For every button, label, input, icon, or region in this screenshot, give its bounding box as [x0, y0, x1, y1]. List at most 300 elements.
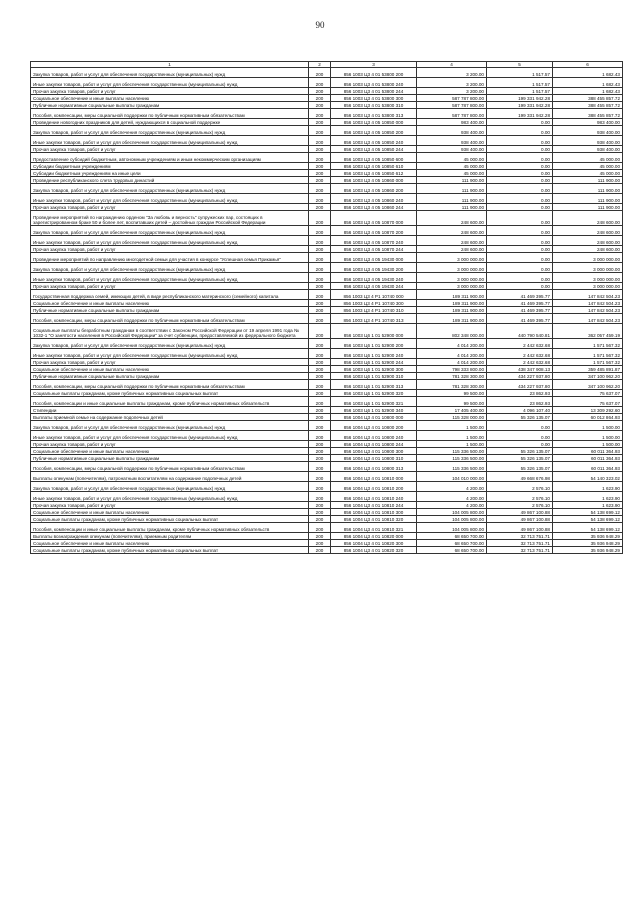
row-kbk-cell: 856 1004 Ц3 4 01 10800 313 — [331, 462, 417, 472]
row-code-cell: 200 — [309, 455, 331, 462]
row-executed-cell: 0.00 — [487, 170, 553, 177]
row-remainder-cell: 359 485 891.87 — [553, 366, 623, 373]
row-kbk-cell: 856 1003 Ц3 4 05 10850 200 — [331, 126, 417, 136]
row-plan-cell: 115 336 500.00 — [417, 448, 487, 455]
table-row — [31, 109, 623, 119]
row-remainder-cell: 388 455 857.72 — [553, 109, 623, 119]
row-name-cell: Публичные нормативные социальные выплаты гражданам — [31, 373, 309, 380]
row-remainder-cell: 248 600.00 — [553, 246, 623, 253]
row-remainder-cell: 60 011 364.93 — [553, 462, 623, 472]
row-executed-cell: 0.00 — [487, 226, 553, 236]
row-plan-cell: 983 400.00 — [417, 119, 487, 126]
row-remainder-cell: 248 600.00 — [553, 226, 623, 236]
row-kbk-cell: 856 1003 Ц3 4 05 19430 244 — [331, 283, 417, 290]
table-row — [31, 455, 623, 462]
row-name-cell: Социальное обеспечение и иные выплаты населению — [31, 540, 309, 547]
row-name-cell: Прочая закупка товаров, работ и услуг — [31, 359, 309, 366]
row-code-cell: 200 — [309, 226, 331, 236]
row-remainder-cell: 938 400.00 — [553, 136, 623, 146]
row-code-cell: 200 — [309, 482, 331, 492]
row-code-cell: 200 — [309, 146, 331, 153]
row-name-cell: Прочая закупка товаров, работ и услуг — [31, 441, 309, 448]
row-executed-cell: 2 576.10 — [487, 502, 553, 509]
row-name-cell: Социальное обеспечение и иные выплаты населению — [31, 509, 309, 516]
row-executed-cell: 41 469 395.77 — [487, 300, 553, 307]
row-plan-cell: 4 200.00 — [417, 482, 487, 492]
row-executed-cell: 32 713 751.71 — [487, 540, 553, 547]
row-plan-cell: 3 200.00 — [417, 78, 487, 88]
row-code-cell: 200 — [309, 236, 331, 246]
row-plan-cell: 3 200.00 — [417, 88, 487, 95]
row-code-cell: 200 — [309, 349, 331, 359]
row-code-cell: 200 — [309, 78, 331, 88]
row-plan-cell: 781 328 300.00 — [417, 380, 487, 390]
row-kbk-cell: 856 1003 Ц3 4 05 10850 244 — [331, 146, 417, 153]
table-row — [31, 314, 623, 324]
row-executed-cell: 0.00 — [487, 431, 553, 441]
row-executed-cell: 0.00 — [487, 119, 553, 126]
row-executed-cell: 438 347 908.13 — [487, 366, 553, 373]
row-name-cell: Публичные нормативные социальные выплаты гражданам — [31, 307, 309, 314]
row-kbk-cell: 856 1003 Ц3 4 01 53800 200 — [331, 68, 417, 78]
row-executed-cell: 0.00 — [487, 421, 553, 431]
row-plan-cell: 4 200.00 — [417, 502, 487, 509]
row-executed-cell: 0.00 — [487, 273, 553, 283]
row-code-cell: 200 — [309, 253, 331, 263]
row-executed-cell: 0.00 — [487, 184, 553, 194]
row-remainder-cell: 1 682.43 — [553, 78, 623, 88]
row-kbk-cell: 856 1004 Ц3 4 01 10800 000 — [331, 414, 417, 421]
table-row — [31, 236, 623, 246]
row-code-cell: 200 — [309, 163, 331, 170]
row-name-cell: Государственная поддержка семей, имеющих детей, в виде республиканского материнского (семейного) капитала — [31, 290, 309, 300]
row-kbk-cell: 856 1003 Ц6 1 01 52900 320 — [331, 390, 417, 397]
row-name-cell: Стипендии — [31, 407, 309, 414]
row-remainder-cell: 45 000.00 — [553, 163, 623, 170]
row-plan-cell: 104 005 800.00 — [417, 523, 487, 533]
row-kbk-cell: 856 1004 Ц3 4 01 10820 320 — [331, 547, 417, 554]
row-plan-cell: 1 500.00 — [417, 431, 487, 441]
row-kbk-cell: 856 1003 Ц6 1 01 52900 340 — [331, 407, 417, 414]
row-kbk-cell: 856 1003 Ц3 4 05 10870 244 — [331, 246, 417, 253]
row-code-cell: 200 — [309, 540, 331, 547]
row-remainder-cell: 1 623.90 — [553, 482, 623, 492]
row-plan-cell: 938 400.00 — [417, 136, 487, 146]
row-code-cell: 200 — [309, 390, 331, 397]
row-name-cell: Пособия, компенсации, меры социальной поддержки по публичным нормативным обязательствам — [31, 462, 309, 472]
table-row — [31, 509, 623, 516]
row-remainder-cell: 1 500.00 — [553, 441, 623, 448]
row-plan-cell: 45 000.00 — [417, 153, 487, 163]
row-name-cell: Субсидии бюджетным учреждениям на иные цели — [31, 170, 309, 177]
row-code-cell: 200 — [309, 194, 331, 204]
row-name-cell: Закупка товаров, работ и услуг для обеспечения государственных (муниципальных) нужд — [31, 126, 309, 136]
row-plan-cell: 587 787 800.00 — [417, 109, 487, 119]
row-plan-cell: 781 328 300.00 — [417, 373, 487, 380]
row-kbk-cell: 856 1004 Ц3 4 01 10820 300 — [331, 540, 417, 547]
row-executed-cell: 41 469 395.77 — [487, 290, 553, 300]
row-name-cell: Иные закупки товаров, работ и услуг для обеспечения государственных (муниципальных) нужд — [31, 136, 309, 146]
row-name-cell: Публичные нормативные социальные выплаты гражданам — [31, 455, 309, 462]
row-kbk-cell: 856 1004 Ц3 4 01 10800 200 — [331, 421, 417, 431]
row-code-cell: 200 — [309, 472, 331, 482]
row-name-cell: Прочая закупка товаров, работ и услуг — [31, 146, 309, 153]
table-row — [31, 441, 623, 448]
row-code-cell: 200 — [309, 380, 331, 390]
row-kbk-cell: 856 1003 Ц3 4 05 10850 600 — [331, 153, 417, 163]
row-executed-cell: 2 576.10 — [487, 482, 553, 492]
row-code-cell: 200 — [309, 211, 331, 226]
row-kbk-cell: 856 1004 Ц3 4 01 10810 320 — [331, 516, 417, 523]
row-name-cell: Публичные нормативные социальные выплаты гражданам — [31, 102, 309, 109]
row-executed-cell: 199 331 942.28 — [487, 109, 553, 119]
row-name-cell: Выплаты опекунам (попечителям), патронатным воспитателям на содержание подопечных детей — [31, 472, 309, 482]
row-code-cell: 200 — [309, 547, 331, 554]
table-row — [31, 290, 623, 300]
row-executed-cell: 0.00 — [487, 204, 553, 211]
row-plan-cell: 3 000 000.00 — [417, 253, 487, 263]
row-plan-cell: 798 333 800.00 — [417, 366, 487, 373]
table-row — [31, 211, 623, 226]
row-executed-cell: 41 469 395.77 — [487, 307, 553, 314]
row-name-cell: Социальное обеспечение и иные выплаты населению — [31, 95, 309, 102]
row-kbk-cell: 856 1003 Ц3 4 05 19430 240 — [331, 273, 417, 283]
row-name-cell: Пособия, компенсации, меры социальной поддержки по публичным нормативным обязательствам — [31, 109, 309, 119]
row-code-cell: 200 — [309, 68, 331, 78]
row-remainder-cell: 75 637.07 — [553, 390, 623, 397]
row-name-cell: Пособия, компенсации, меры социальной поддержки по публичным нормативным обязательствам — [31, 314, 309, 324]
table-row — [31, 95, 623, 102]
row-code-cell: 200 — [309, 492, 331, 502]
row-executed-cell: 1 517.57 — [487, 68, 553, 78]
table-row — [31, 163, 623, 170]
row-kbk-cell: 856 1003 Ц3 4 05 10860 200 — [331, 184, 417, 194]
row-name-cell: Прочая закупка товаров, работ и услуг — [31, 246, 309, 253]
row-plan-cell: 68 650 700.00 — [417, 540, 487, 547]
row-code-cell: 200 — [309, 441, 331, 448]
row-kbk-cell: 856 1004 Ц3 4 01 10800 310 — [331, 455, 417, 462]
row-code-cell: 200 — [309, 366, 331, 373]
row-remainder-cell: 1 571 567.32 — [553, 349, 623, 359]
row-remainder-cell: 347 100 962.20 — [553, 380, 623, 390]
row-name-cell: Иные закупки товаров, работ и услуг для обеспечения государственных (муниципальных) нужд — [31, 194, 309, 204]
row-name-cell: Закупка товаров, работ и услуг для обеспечения государственных (муниципальных) нужд — [31, 263, 309, 273]
row-executed-cell: 55 326 135.07 — [487, 462, 553, 472]
header-cell: 4 — [417, 62, 487, 68]
table-row — [31, 462, 623, 472]
row-kbk-cell: 856 1003 Ц3 4 01 53800 300 — [331, 95, 417, 102]
row-code-cell: 200 — [309, 339, 331, 349]
row-plan-cell: 104 005 800.00 — [417, 516, 487, 523]
row-plan-cell: 1 500.00 — [417, 441, 487, 448]
row-name-cell: Выплаты приемной семье на содержание подопечных детей — [31, 414, 309, 421]
row-executed-cell: 49 867 100.88 — [487, 523, 553, 533]
row-plan-cell: 4 014 200.00 — [417, 359, 487, 366]
table-row — [31, 349, 623, 359]
row-remainder-cell: 3 000 000.00 — [553, 283, 623, 290]
row-remainder-cell: 35 936 948.29 — [553, 547, 623, 554]
row-kbk-cell: 856 1003 Ц3 4 05 10850 610 — [331, 163, 417, 170]
row-plan-cell: 1 500.00 — [417, 421, 487, 431]
table-row — [31, 414, 623, 421]
row-plan-cell: 3 200.00 — [417, 68, 487, 78]
row-executed-cell: 2 576.10 — [487, 492, 553, 502]
row-name-cell: Социальные выплаты гражданам, кроме публичных нормативных социальных выплат — [31, 390, 309, 397]
row-code-cell: 200 — [309, 448, 331, 455]
row-plan-cell: 68 650 700.00 — [417, 533, 487, 540]
row-executed-cell: 440 790 540.81 — [487, 324, 553, 339]
row-code-cell: 200 — [309, 170, 331, 177]
table-row — [31, 194, 623, 204]
row-remainder-cell: 54 138 699.12 — [553, 509, 623, 516]
table-row — [31, 119, 623, 126]
row-code-cell: 200 — [309, 184, 331, 194]
row-code-cell: 200 — [309, 153, 331, 163]
row-plan-cell: 111 900.00 — [417, 184, 487, 194]
row-plan-cell: 3 000 000.00 — [417, 283, 487, 290]
table-row — [31, 88, 623, 95]
table-row — [31, 366, 623, 373]
row-kbk-cell: 856 1003 Ц6 1 01 52900 321 — [331, 397, 417, 407]
row-remainder-cell: 111 900.00 — [553, 177, 623, 184]
table-row — [31, 68, 623, 78]
row-remainder-cell: 1 571 567.32 — [553, 359, 623, 366]
table-row — [31, 448, 623, 455]
row-name-cell: Социальные выплаты гражданам, кроме публичных нормативных социальных выплат — [31, 547, 309, 554]
row-remainder-cell: 35 936 948.29 — [553, 540, 623, 547]
row-remainder-cell: 938 400.00 — [553, 146, 623, 153]
table-row — [31, 482, 623, 492]
row-name-cell: Предоставление субсидий бюджетным, автономным учреждениям и иным некоммерческим организациям — [31, 153, 309, 163]
row-plan-cell: 248 600.00 — [417, 211, 487, 226]
row-executed-cell: 1 517.57 — [487, 88, 553, 95]
row-executed-cell: 434 227 937.80 — [487, 373, 553, 380]
row-name-cell: Прочая закупка товаров, работ и услуг — [31, 88, 309, 95]
row-executed-cell: 1 517.57 — [487, 78, 553, 88]
row-plan-cell: 111 900.00 — [417, 194, 487, 204]
row-kbk-cell: 856 1003 Ц6 1 01 52900 240 — [331, 349, 417, 359]
row-executed-cell: 4 096 107.40 — [487, 407, 553, 414]
header-cell: 2 — [309, 62, 331, 68]
table-row — [31, 246, 623, 253]
row-code-cell: 200 — [309, 359, 331, 366]
table-row — [31, 421, 623, 431]
row-code-cell: 200 — [309, 314, 331, 324]
row-remainder-cell: 248 600.00 — [553, 236, 623, 246]
row-name-cell: Социальные выплаты безработным гражданам в соответствии с Законом Российской Федерации от 19 апреля 1991 года № 1032-1 "О занятости населения в Российской Федерации" за счет субвенции, предоставляемой из федерального бюджета — [31, 324, 309, 339]
row-remainder-cell: 60 011 364.93 — [553, 455, 623, 462]
row-kbk-cell: 856 1004 Ц3 4 01 10810 000 — [331, 472, 417, 482]
row-plan-cell: 189 311 900.00 — [417, 314, 487, 324]
row-code-cell: 200 — [309, 373, 331, 380]
row-kbk-cell: 856 1003 Ц6 1 01 52900 000 — [331, 324, 417, 339]
row-name-cell: Проведение новогодних праздников для детей, нуждающихся в социальной поддержке — [31, 119, 309, 126]
row-name-cell: Проведение мероприятий по награждению орденом "За любовь и верность" супружеских пар, состоящих в зарегистрированном браке 50 и более лет, воспитавших детей – достойных граждан Российской Федерации — [31, 211, 309, 226]
row-kbk-cell: 856 1004 Ц3 4 01 10810 300 — [331, 509, 417, 516]
row-name-cell: Социальное обеспечение и иные выплаты населению — [31, 448, 309, 455]
table-row — [31, 78, 623, 88]
row-executed-cell: 0.00 — [487, 253, 553, 263]
row-remainder-cell: 54 138 699.12 — [553, 516, 623, 523]
row-kbk-cell: 856 1003 Ц3 4 05 10850 240 — [331, 136, 417, 146]
row-code-cell: 200 — [309, 324, 331, 339]
row-remainder-cell: 1 500.00 — [553, 431, 623, 441]
row-name-cell: Социальное обеспечение и иные выплаты населению — [31, 300, 309, 307]
row-code-cell: 200 — [309, 102, 331, 109]
row-name-cell: Проведение мероприятий по направлению многодетной семьи для участия в конкурсе "Успешная семья Прикамья" — [31, 253, 309, 263]
row-kbk-cell: 856 1003 Ц3 4 05 10850 612 — [331, 170, 417, 177]
row-plan-cell: 99 500.00 — [417, 397, 487, 407]
row-kbk-cell: 856 1003 Ц3 4 01 53800 313 — [331, 109, 417, 119]
row-name-cell: Закупка товаров, работ и услуг для обеспечения государственных (муниципальных) нужд — [31, 421, 309, 431]
row-kbk-cell: 856 1003 Ц6 1 01 52900 244 — [331, 359, 417, 366]
row-remainder-cell: 938 400.00 — [553, 126, 623, 136]
row-remainder-cell: 1 623.90 — [553, 502, 623, 509]
row-remainder-cell: 1 682.43 — [553, 68, 623, 78]
page-number: 90 — [315, 20, 325, 30]
table-row — [31, 502, 623, 509]
row-plan-cell: 587 787 800.00 — [417, 102, 487, 109]
row-executed-cell: 0.00 — [487, 211, 553, 226]
row-remainder-cell: 147 842 504.23 — [553, 314, 623, 324]
row-kbk-cell: 856 1004 Ц3 4 01 10820 000 — [331, 533, 417, 540]
row-executed-cell: 0.00 — [487, 126, 553, 136]
row-plan-cell: 938 400.00 — [417, 126, 487, 136]
row-plan-cell: 189 311 900.00 — [417, 290, 487, 300]
row-plan-cell: 248 600.00 — [417, 246, 487, 253]
header-cell: 3 — [331, 62, 417, 68]
row-name-cell: Иные закупки товаров, работ и услуг для обеспечения государственных (муниципальных) нужд — [31, 492, 309, 502]
row-kbk-cell: 856 1003 Ц3 4 05 10850 000 — [331, 119, 417, 126]
row-executed-cell: 434 227 937.80 — [487, 380, 553, 390]
row-executed-cell: 2 442 632.68 — [487, 349, 553, 359]
row-remainder-cell: 147 842 504.23 — [553, 290, 623, 300]
row-remainder-cell: 388 455 857.72 — [553, 95, 623, 102]
table-row — [31, 431, 623, 441]
row-executed-cell: 0.00 — [487, 163, 553, 170]
row-kbk-cell: 856 1003 Ц6 1 01 52900 313 — [331, 380, 417, 390]
row-kbk-cell: 856 1003 Ц3 4 01 53800 240 — [331, 78, 417, 88]
row-executed-cell: 55 326 135.07 — [487, 414, 553, 421]
row-remainder-cell: 111 900.00 — [553, 204, 623, 211]
row-plan-cell: 248 600.00 — [417, 236, 487, 246]
row-name-cell: Социальные выплаты гражданам, кроме публичных нормативных социальных выплат — [31, 516, 309, 523]
row-name-cell: Закупка товаров, работ и услуг для обеспечения государственных (муниципальных) нужд — [31, 339, 309, 349]
row-executed-cell: 32 713 751.71 — [487, 547, 553, 554]
row-remainder-cell: 60 012 864.93 — [553, 414, 623, 421]
row-remainder-cell: 1 623.90 — [553, 492, 623, 502]
table-row — [31, 146, 623, 153]
row-executed-cell: 0.00 — [487, 177, 553, 184]
row-remainder-cell: 45 000.00 — [553, 170, 623, 177]
row-plan-cell: 115 336 500.00 — [417, 455, 487, 462]
row-executed-cell: 0.00 — [487, 153, 553, 163]
row-remainder-cell: 3 000 000.00 — [553, 253, 623, 263]
row-plan-cell: 115 336 500.00 — [417, 462, 487, 472]
row-code-cell: 200 — [309, 246, 331, 253]
row-plan-cell: 189 311 900.00 — [417, 307, 487, 314]
row-code-cell: 200 — [309, 119, 331, 126]
row-name-cell: Субсидии бюджетным учреждениям — [31, 163, 309, 170]
table-row — [31, 390, 623, 397]
row-executed-cell: 55 326 135.07 — [487, 448, 553, 455]
table-row — [31, 136, 623, 146]
row-plan-cell: 802 348 000.00 — [417, 324, 487, 339]
row-plan-cell: 4 014 200.00 — [417, 339, 487, 349]
table-row — [31, 407, 623, 414]
table-row — [31, 397, 623, 407]
row-remainder-cell: 45 000.00 — [553, 153, 623, 163]
row-executed-cell: 49 867 100.88 — [487, 516, 553, 523]
row-remainder-cell: 147 842 504.23 — [553, 300, 623, 307]
row-code-cell: 200 — [309, 300, 331, 307]
row-kbk-cell: 856 1003 Ц3 4 Р1 10740 000 — [331, 290, 417, 300]
row-remainder-cell: 388 455 857.72 — [553, 102, 623, 109]
row-kbk-cell: 856 1004 Ц3 4 01 10800 244 — [331, 441, 417, 448]
row-plan-cell: 45 000.00 — [417, 163, 487, 170]
row-remainder-cell: 362 057 459.19 — [553, 324, 623, 339]
row-remainder-cell: 111 900.00 — [553, 184, 623, 194]
row-kbk-cell: 856 1003 Ц3 4 05 10870 200 — [331, 226, 417, 236]
row-executed-cell: 2 442 632.68 — [487, 359, 553, 366]
row-code-cell: 200 — [309, 431, 331, 441]
row-plan-cell: 3 000 000.00 — [417, 263, 487, 273]
row-code-cell: 200 — [309, 397, 331, 407]
table-row — [31, 540, 623, 547]
row-remainder-cell: 54 140 323.02 — [553, 472, 623, 482]
row-name-cell: Пособия, компенсации, меры социальной поддержки по публичным нормативным обязательствам — [31, 380, 309, 390]
row-code-cell: 200 — [309, 290, 331, 300]
row-plan-cell: 45 000.00 — [417, 170, 487, 177]
row-code-cell: 200 — [309, 462, 331, 472]
row-executed-cell: 199 331 942.28 — [487, 95, 553, 102]
row-executed-cell: 49 867 100.88 — [487, 509, 553, 516]
row-kbk-cell: 856 1003 Ц6 1 01 52900 300 — [331, 366, 417, 373]
table-row — [31, 126, 623, 136]
row-remainder-cell: 1 682.43 — [553, 88, 623, 95]
row-code-cell: 200 — [309, 509, 331, 516]
table-row — [31, 373, 623, 380]
row-kbk-cell: 856 1003 Ц6 1 01 52900 200 — [331, 339, 417, 349]
row-name-cell: Иные закупки товаров, работ и услуг для обеспечения государственных (муниципальных) нужд — [31, 78, 309, 88]
row-remainder-cell: 3 000 000.00 — [553, 273, 623, 283]
row-plan-cell: 104 005 800.00 — [417, 509, 487, 516]
row-kbk-cell: 856 1004 Ц3 4 01 10800 240 — [331, 431, 417, 441]
row-code-cell: 200 — [309, 88, 331, 95]
row-code-cell: 200 — [309, 523, 331, 533]
row-plan-cell: 4 014 200.00 — [417, 349, 487, 359]
row-kbk-cell: 856 1003 Ц3 4 05 10870 240 — [331, 236, 417, 246]
row-name-cell: Иные закупки товаров, работ и услуг для обеспечения государственных (муниципальных) нужд — [31, 273, 309, 283]
row-name-cell: Проведение республиканского слета трудовых династий — [31, 177, 309, 184]
row-plan-cell: 587 787 800.00 — [417, 95, 487, 102]
row-executed-cell: 55 326 135.07 — [487, 455, 553, 462]
table-row — [31, 177, 623, 184]
row-kbk-cell: 856 1004 Ц3 4 01 10810 240 — [331, 492, 417, 502]
row-remainder-cell: 147 842 504.23 — [553, 307, 623, 314]
row-plan-cell: 3 000 000.00 — [417, 273, 487, 283]
table-row — [31, 492, 623, 502]
row-executed-cell: 49 668 676.98 — [487, 472, 553, 482]
row-plan-cell: 104 010 000.00 — [417, 472, 487, 482]
table-row — [31, 523, 623, 533]
row-executed-cell: 199 331 942.28 — [487, 102, 553, 109]
table-row — [31, 324, 623, 339]
row-remainder-cell: 54 138 699.12 — [553, 523, 623, 533]
row-name-cell: Закупка товаров, работ и услуг для обеспечения государственных (муниципальных) нужд — [31, 184, 309, 194]
row-code-cell: 200 — [309, 177, 331, 184]
row-plan-cell: 248 600.00 — [417, 226, 487, 236]
